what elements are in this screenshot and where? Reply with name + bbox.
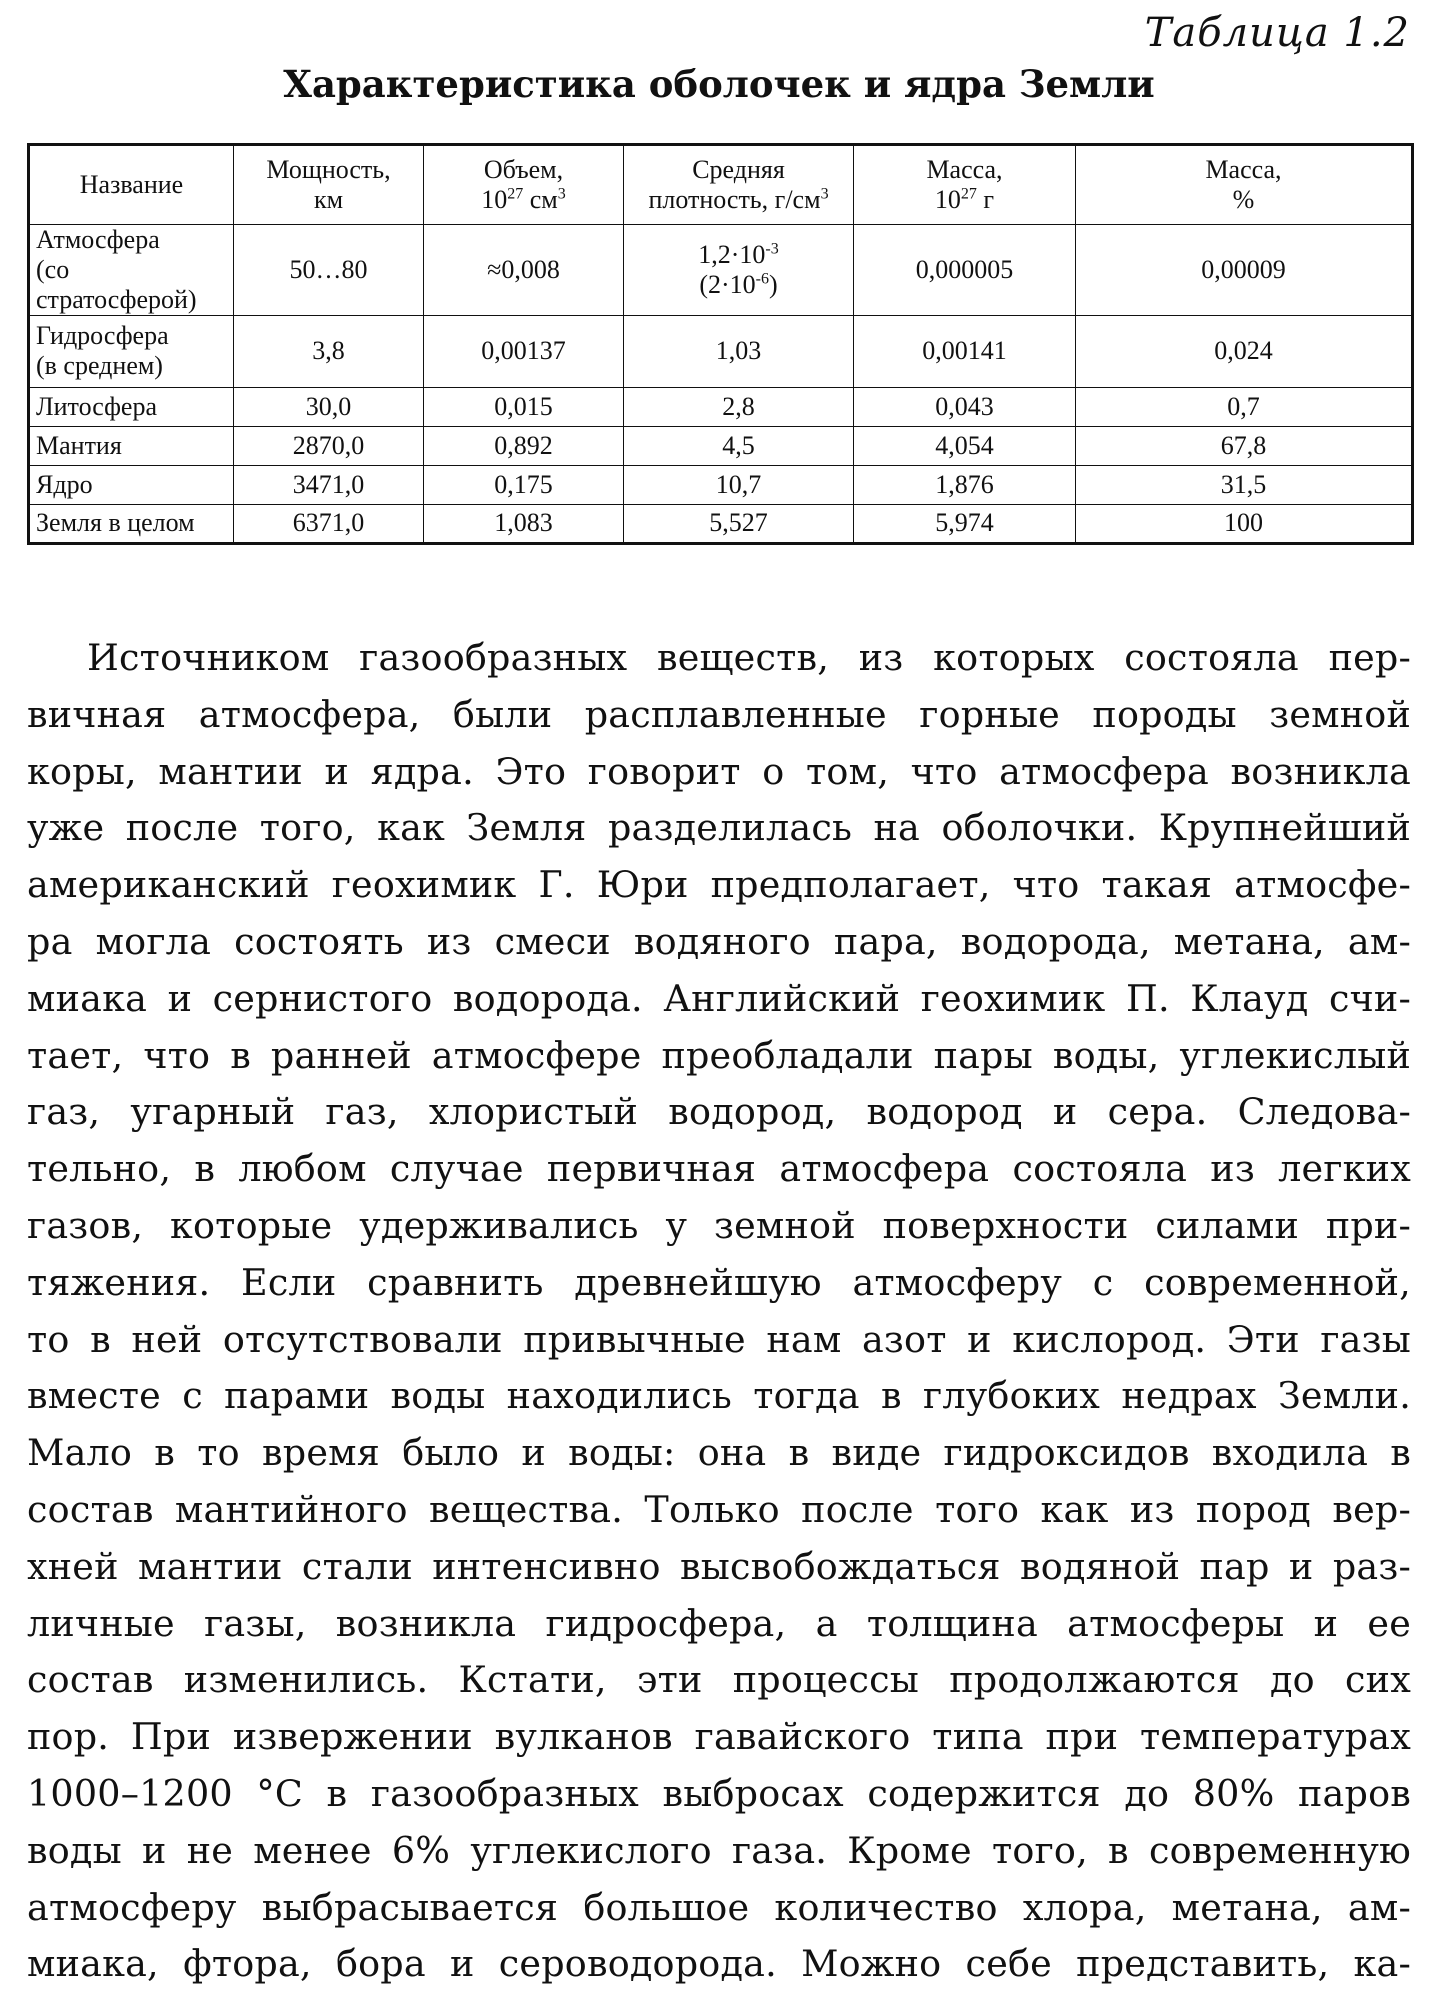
paragraph-line: состав мантийного вещества. Только после того как из пород вер- [27, 1487, 1411, 1531]
paragraph-line: миака, фтора, бора и сероводорода. Можно себе представить, ка- [27, 1942, 1411, 1986]
paragraph-line: пор. При извержении вулканов гавайского типа при температурах [27, 1715, 1411, 1759]
paragraph-line: американский геохимик Г. Юри предполагает, что такая атмосфе- [27, 863, 1411, 907]
paragraph-line: коры, мантии и ядра. Это говорит о том, что атмосфера возникла [27, 749, 1411, 793]
paragraph-line: 1000–1200 °С в газообразных выбросах содержится до 80% паров [27, 1771, 1411, 1815]
cell-volume: 1,083 [424, 504, 624, 543]
cell-name: Литосфера [29, 387, 234, 426]
cell-mass: 0,00141 [854, 315, 1076, 387]
cell-thickness: 30,0 [234, 387, 424, 426]
paragraph-line: то в ней отсутствовали привычные нам азот и кислород. Эти газы [27, 1317, 1411, 1361]
cell-density: 4,5 [624, 426, 854, 465]
table-header-row [29, 145, 1413, 225]
paragraph-line: Мало в то время было и воды: она в виде гидроксидов входила в [27, 1431, 1411, 1475]
table-row-core [29, 465, 1413, 504]
cell-mass-percent: 67,8 [1076, 426, 1413, 465]
cell-mass-percent: 100 [1076, 504, 1413, 543]
paragraph-line: газ, угарный газ, хлористый водород, водород и сера. Следова- [27, 1090, 1411, 1134]
column-header-mass: Масса, $10^{27}$ г [854, 145, 1076, 225]
cell-name: Гидросфера (в среднем) [29, 315, 234, 387]
cell-thickness: 3,8 [234, 315, 424, 387]
table-title: Характеристика оболочек и ядра Земли [283, 62, 1155, 106]
cell-name: Атмосфера (со стратосферой) [29, 225, 234, 316]
paragraph-line: хней мантии стали интенсивно высвобождаться водяной пар и раз- [27, 1544, 1411, 1588]
paragraph-line: тельно, в любом случае первичная атмосфера состояла из легких [27, 1147, 1411, 1191]
cell-mass-percent: 0,7 [1076, 387, 1413, 426]
cell-density: 10,7 [624, 465, 854, 504]
table-row-earth-total [29, 504, 1413, 543]
cell-mass-percent: 0,00009 [1076, 225, 1413, 316]
cell-mass-percent: 0,024 [1076, 315, 1413, 387]
cell-density: 5,527 [624, 504, 854, 543]
table-number-label: Таблица 1.2 [1144, 10, 1410, 56]
cell-volume: 0,00137 [424, 315, 624, 387]
cell-volume: 0,892 [424, 426, 624, 465]
cell-mass-percent: 31,5 [1076, 465, 1413, 504]
paragraph-line: газов, которые удерживались у земной поверхности силами при- [27, 1203, 1411, 1247]
paragraph-line: состав изменились. Кстати, эти процессы продолжаются до сих [27, 1658, 1411, 1702]
cell-thickness: 6371,0 [234, 504, 424, 543]
cell-thickness: 2870,0 [234, 426, 424, 465]
cell-name: Ядро [29, 465, 234, 504]
table-row-hydrosphere [29, 315, 1413, 387]
paragraph-line: миака и сернистого водорода. Английский геохимик П. Клауд счи- [27, 976, 1411, 1020]
cell-name: Земля в целом [29, 504, 234, 543]
paragraph-line: воды и не менее 6% углекислого газа. Кроме того, в современную [27, 1828, 1411, 1872]
paragraph-line: тяжения. Если сравнить древнейшую атмосферу с современной, [27, 1260, 1411, 1304]
table-row-mantle [29, 426, 1413, 465]
paragraph-line: личные газы, возникла гидросфера, а толщина атмосферы и ее [27, 1601, 1411, 1645]
cell-name: Мантия [29, 426, 234, 465]
cell-volume: ≈0,008 [424, 225, 624, 316]
paragraph-line: ра могла состоять из смеси водяного пара, водорода, метана, ам- [27, 919, 1411, 963]
paragraph-line: уже после того, как Земля разделилась на оболочки. Крупнейший [27, 806, 1411, 850]
cell-thickness: 50…80 [234, 225, 424, 316]
cell-thickness: 3471,0 [234, 465, 424, 504]
column-header-mass-percent: Масса, % [1076, 145, 1413, 225]
column-header-name: Название [29, 145, 234, 225]
cell-volume: 0,175 [424, 465, 624, 504]
paragraph-line: вместе с парами воды находились тогда в глубоких недрах Земли. [27, 1374, 1411, 1418]
table-row-lithosphere [29, 387, 1413, 426]
paragraph-line: Источником газообразных веществ, из которых состояла пер- [87, 636, 1411, 679]
cell-mass: 5,974 [854, 504, 1076, 543]
paragraph-line: тает, что в ранней атмосфере преобладали пары воды, углекислый [27, 1033, 1411, 1077]
paragraph-line: атмосферу выбрасывается большое количество хлора, метана, ам- [27, 1885, 1411, 1929]
cell-density: 1,03 [624, 315, 854, 387]
cell-density: 2,8 [624, 387, 854, 426]
cell-mass: 0,043 [854, 387, 1076, 426]
cell-density: $1,2\cdot 10^{-3}$ $(2\cdot 10^{-6})$ [624, 225, 854, 316]
cell-mass: 1,876 [854, 465, 1076, 504]
column-header-density: Средняя плотность, $г/см^3$ [624, 145, 854, 225]
column-header-volume: Объем, $10^{27}$ $см^3$ [424, 145, 624, 225]
column-header-thickness: Мощность, км [234, 145, 424, 225]
body-paragraph [27, 630, 1411, 1993]
paragraph-line: вичная атмосфера, были расплавленные горные породы земной [27, 692, 1411, 736]
earth-shells-table [27, 143, 1414, 545]
cell-mass: 0,000005 [854, 225, 1076, 316]
cell-volume: 0,015 [424, 387, 624, 426]
table-row-atmosphere [29, 225, 1413, 316]
cell-mass: 4,054 [854, 426, 1076, 465]
